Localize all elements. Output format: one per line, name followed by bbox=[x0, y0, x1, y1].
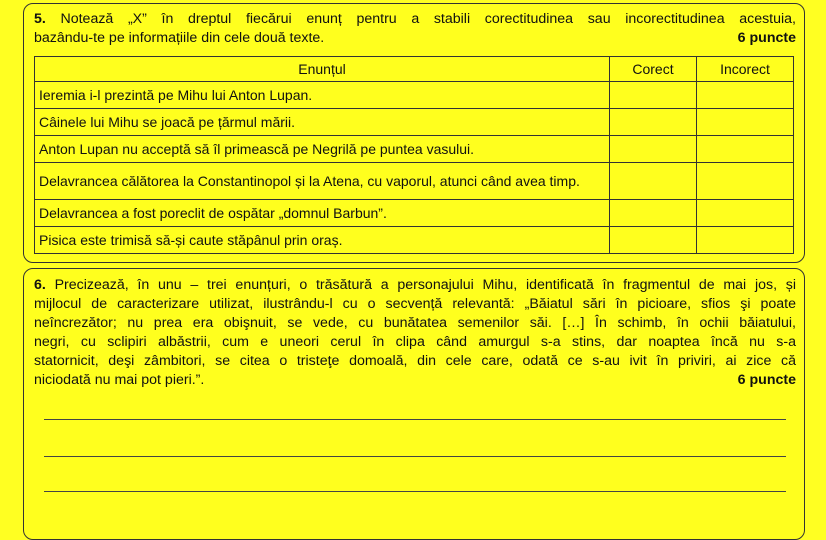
question-5-box bbox=[23, 3, 805, 263]
incorrect-cell[interactable] bbox=[697, 163, 794, 200]
question-6-box bbox=[23, 268, 805, 540]
question-6-line-4 bbox=[34, 333, 796, 352]
correct-cell[interactable] bbox=[610, 82, 697, 109]
statement-cell: Anton Lupan nu acceptă să îl primească pe Negrilă pe puntea vasului. bbox=[35, 136, 610, 163]
statement-cell: Pisica este trimisă să-și caute stăpânul prin oraș. bbox=[35, 227, 610, 254]
question-6-line-5 bbox=[34, 352, 796, 371]
statement-cell: Câinele lui Mihu se joacă pe țărmul mării. bbox=[35, 109, 610, 136]
question-6-text: niciodată nu mai pot pieri.”. bbox=[34, 372, 205, 388]
correct-cell[interactable] bbox=[610, 227, 697, 254]
question-6-text: negri, cu sclipiri albăstrii, cum e uneori cerul în clipa când amurgul s-a stins, dar noaptea încă nu s-a bbox=[34, 334, 796, 350]
question-5-points: 6 puncte bbox=[737, 30, 796, 46]
question-6-points: 6 puncte bbox=[737, 372, 796, 388]
question-6-line-1 bbox=[34, 276, 796, 295]
question-6-number: 6. bbox=[34, 277, 46, 293]
table-row bbox=[35, 163, 794, 200]
question-5-number: 5. bbox=[34, 11, 46, 27]
question-5-line-2 bbox=[34, 29, 796, 48]
question-5-instruction-cont: bazându-te pe informațiile din cele două texte. bbox=[34, 30, 325, 46]
question-6-text: statornicit, deşi zâmbitori, se citea o tristeţe domoală, din cele care, odată ce s-au ivit în priviri, ai zice că bbox=[34, 353, 796, 369]
answer-line[interactable] bbox=[44, 491, 786, 492]
table-row bbox=[35, 136, 794, 163]
question-6-line-6 bbox=[34, 371, 796, 390]
answer-line[interactable] bbox=[44, 456, 786, 457]
correct-cell[interactable] bbox=[610, 200, 697, 227]
statement-cell: Delavrancea a fost poreclit de ospătar „domnul Barbun”. bbox=[35, 200, 610, 227]
incorrect-cell[interactable] bbox=[697, 82, 794, 109]
correct-cell[interactable] bbox=[610, 163, 697, 200]
incorrect-cell[interactable] bbox=[697, 109, 794, 136]
incorrect-cell[interactable] bbox=[697, 136, 794, 163]
question-6-text: mijlocul de caracterizare utilizat, ilustrându-l cu o secvență relevantă: „Băiatul sări în picioare, sfios şi poate bbox=[34, 296, 796, 312]
incorrect-cell[interactable] bbox=[697, 200, 794, 227]
table-header-row bbox=[35, 57, 794, 82]
question-6-text: Precizează, în unu – trei enunțuri, o trăsătură a personajului Mihu, identificată în fragmentul de mai jos, și bbox=[54, 277, 796, 293]
incorrect-cell[interactable] bbox=[697, 227, 794, 254]
header-statement: Enunțul bbox=[35, 57, 610, 82]
header-incorrect: Incorect bbox=[697, 57, 794, 82]
correct-cell[interactable] bbox=[610, 109, 697, 136]
question-6-text: neîncrezător; nu prea era obişnuit, se vede, cu bunătatea semenilor săi. […] În schimb, în ochii băiatului, bbox=[34, 315, 796, 331]
statements-table bbox=[34, 56, 794, 254]
question-6-line-2 bbox=[34, 295, 796, 314]
question-5-line-1 bbox=[34, 10, 796, 29]
correct-cell[interactable] bbox=[610, 136, 697, 163]
table-row bbox=[35, 82, 794, 109]
table-row bbox=[35, 200, 794, 227]
table-row bbox=[35, 227, 794, 254]
header-correct: Corect bbox=[610, 57, 697, 82]
question-5-instruction: Notează „X” în dreptul fiecărui enunț pentru a stabili corectitudinea sau incorectitudinea acestuia, bbox=[60, 11, 796, 27]
table-row bbox=[35, 109, 794, 136]
statement-cell: Ieremia i-l prezintă pe Mihu lui Anton Lupan. bbox=[35, 82, 610, 109]
answer-line[interactable] bbox=[44, 419, 786, 420]
statement-cell: Delavrancea călătorea la Constantinopol și la Atena, cu vaporul, atunci când avea timp. bbox=[35, 163, 610, 200]
question-6-line-3 bbox=[34, 314, 796, 333]
